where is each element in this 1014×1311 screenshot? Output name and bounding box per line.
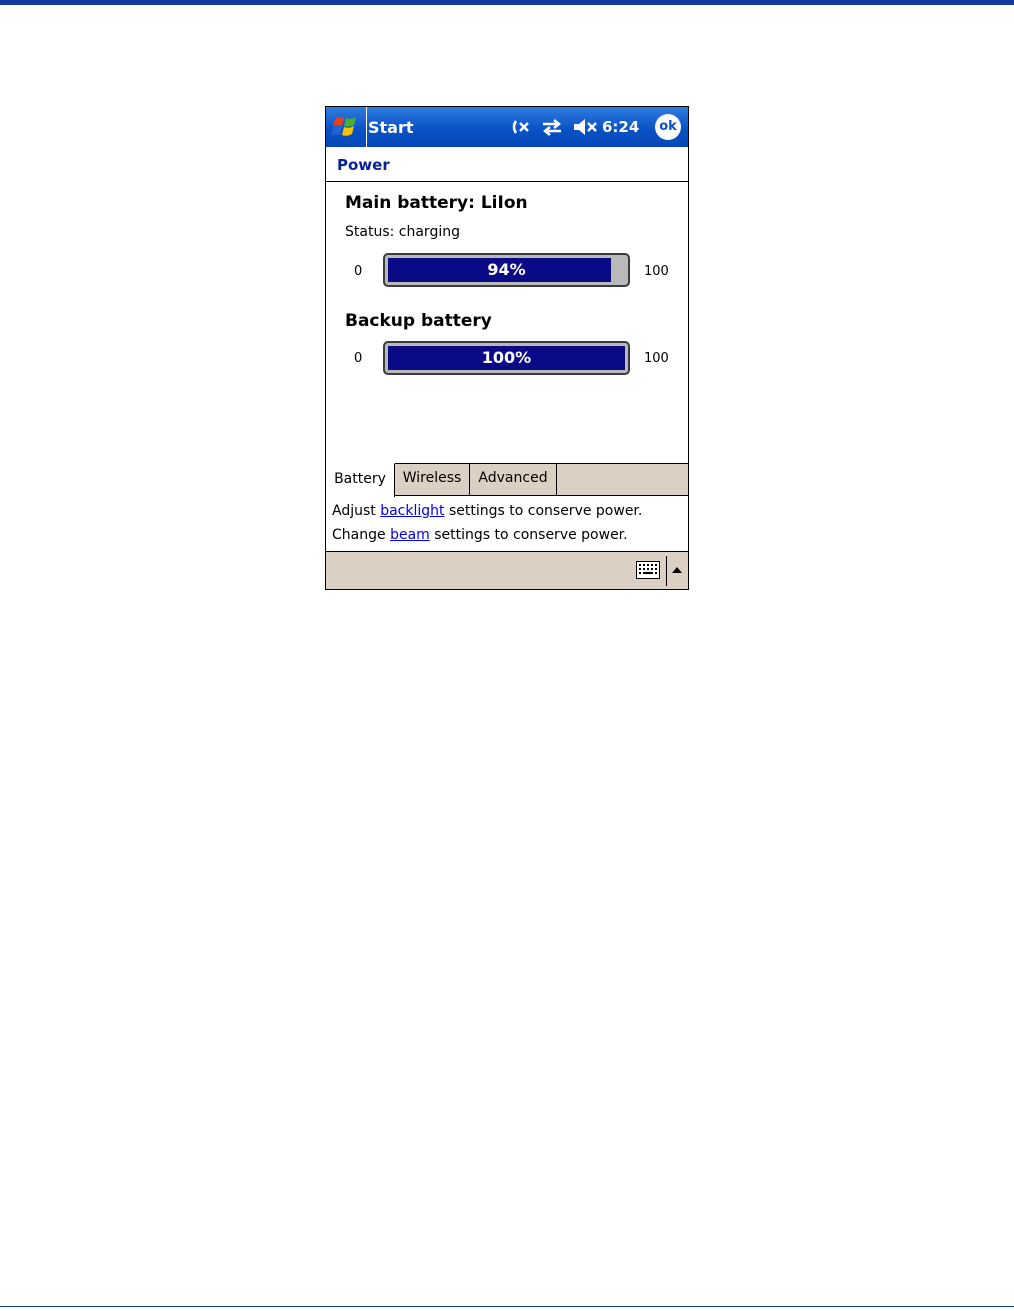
main-battery-percent: 94% [487,260,526,279]
backup-battery-max-label: 100 [644,351,669,366]
tab-strip [326,463,688,496]
page-top-rule [0,0,1014,5]
windows-flag-icon [331,113,361,141]
tab-wireless[interactable]: Wireless [395,463,470,496]
clock[interactable]: 6:24 [602,118,640,136]
beam-info-suffix: settings to conserve power. [429,527,628,543]
page-header [326,147,688,182]
pocket-pc-screen [325,106,689,590]
backup-battery-min-label: 0 [354,351,363,366]
menu-bar [326,551,688,589]
main-battery-meter [383,253,630,287]
main-battery-status: Status: charging [345,224,460,240]
keyboard-icon[interactable] [636,561,660,579]
backlight-info-prefix: Adjust [332,503,381,519]
beam-link[interactable]: beam [390,527,430,543]
main-battery-min-label: 0 [354,264,363,279]
tab-battery[interactable]: Battery [326,463,395,497]
page-title: Power [337,156,390,174]
backlight-info-suffix: settings to conserve power. [444,503,643,519]
sync-arrows-icon[interactable] [540,117,564,137]
start-button[interactable] [326,107,367,147]
ok-button[interactable]: ok [655,114,681,140]
start-label[interactable]: Start [368,118,414,137]
input-panel-arrow-icon[interactable] [671,566,683,574]
tab-advanced[interactable]: Advanced [470,463,557,496]
main-battery-max-label: 100 [644,264,669,279]
page-bottom-rule [0,1306,1014,1307]
beam-info-line [332,527,628,543]
backlight-info-line [332,503,642,519]
connectivity-off-icon[interactable] [510,117,532,137]
speaker-muted-icon[interactable] [572,117,600,137]
backup-battery-meter [383,341,630,375]
beam-info-prefix: Change [332,527,391,543]
title-bar [326,107,688,147]
main-battery-title: Main battery: LiIon [345,193,528,213]
backup-battery-title: Backup battery [345,311,492,331]
backup-battery-percent: 100% [481,348,532,367]
backlight-link[interactable]: backlight [380,503,445,519]
menu-separator [666,556,667,586]
